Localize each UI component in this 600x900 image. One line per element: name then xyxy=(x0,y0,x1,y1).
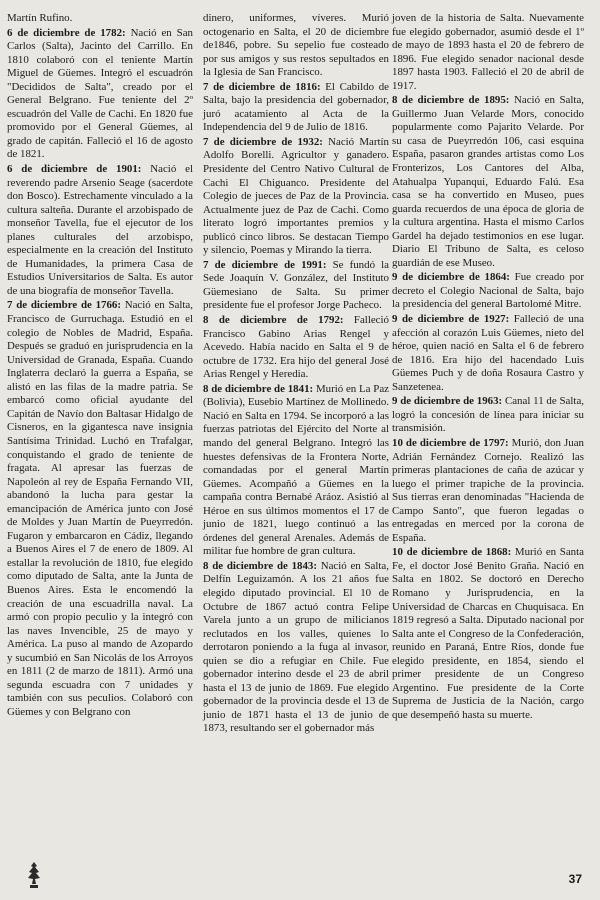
text-column-1 xyxy=(7,12,193,720)
page-number: 37 xyxy=(568,872,582,886)
entry: joven de la historia de Salta. Nuevamente fue elegido gobernador, asumió desde el 1º de mayo de 1893 hasta el 20 de febrero de 1896. Fue elegido senador nacional desde 1897 hasta 1903. Falleció el 20 de abril de 1917. xyxy=(392,12,584,92)
entry: 9 de diciembre de 1927: Falleció de una afección al corazón Luis Güemes, nieto del héroe, quien nació en Salta el 6 de febrero de 1816. Era hijo del hacendado Luis Güemes Puch y de doña Rosaura Castro y Sanzetenea. xyxy=(392,313,584,393)
emblem-icon xyxy=(22,860,46,890)
entry: 6 de diciembre de 1782: Nació en San Carlos (Salta), Jacinto del Carrillo. En 1810 colaboró con el teniente Martín Miguel de Güemes. Integró el escuadrón "Decididos de Salta", creado por el General Belgrano. Fue teniente del 2º escuadrón del Valle de Cachi. En 1820 fue promovido por el General Güemes, al grado de capitán. Falleció el 16 de agosto de 1821. xyxy=(7,26,193,161)
entry: 10 de diciembre de 1797: Murió, don Juan Adrián Fernández Cornejo. Realizó las primeras plantaciones de caña de azúcar y luego el primer trapiche de la provincia. Sus tierras eran denominadas "Hacienda de Campo Santo", que fueron legadas o entregadas en merced por la corona de España. xyxy=(392,436,584,544)
entry: Martín Rufino. xyxy=(7,12,73,24)
entry: 10 de diciembre de 1868: Murió en Santa Fe, el doctor José Benito Graña. Nació en Salta en 1802. Se doctoró en Derecho Romano y Jurisprudencia, en la Universidad de Charcas en Chuquisaca. En 1819 regresó a Salta. Diputado nacional por Salta ante el Congreso de la Confederación, reunido en Paraná, Entre Ríos, donde fue elegido presidente, en 1854, siendo el primer presidente de un Congreso Argentino. Fue presidente de la Corte Suprema de Justicia de la Nación, cargo que desempeñó hasta su muerte. xyxy=(392,546,584,721)
entry: 7 de diciembre de 1816: El Cabildo de Salta, bajo la presidencia del gobernador, juró acatamiento al Acta de la Independencia del 9 de Julio de 1816. xyxy=(203,80,389,134)
entry: 9 de diciembre de 1864: Fue creado por decreto el Colegio Nacional de Salta, bajo la presidencia del general Bartolomé Mitre. xyxy=(392,271,584,311)
entry: 8 de diciembre de 1792: Falleció Francisco Gabino Arias Rengel y Acevedo. Había nacido en Salta el 9 de octubre de 1732. Era hijo del general José Arias Rengel y Heredia. xyxy=(203,314,389,381)
text-column-3 xyxy=(392,12,584,723)
entry: dinero, uniformes, víveres. Murió octogenario en Salta, el 20 de diciembre de1846, pobre. Su sepelio fue costeado por sus amigos y sus restos sepultados en la Iglesia de San Francisco. xyxy=(203,12,389,79)
entry: 6 de diciembre de 1901: Nació el reverendo padre Arsenio Seage (sacerdote don Bosco). Estrechamente vinculado a la cultura salteña. Durante el arzobispado de monseñor Tavella, fue el ejecutor de los planes culturales del arzobispo, especialmente en la creación del Instituto de Humanidades, la primera Casa de Estudios Universitarios de Salta. Es autor de una biografía de monseñor Tavella. xyxy=(7,163,193,297)
entry: 8 de diciembre de 1843: Nació en Salta, Delfín Leguizamón. A los 21 años fue elegido diputado provincial. El 10 de Octubre de 1867 actuó contra Felipe Varela junto a un grupo de milicianos reclutados en los valles, quienes lo derrotaron poniendo a la fuga al invasor, quien se dio a refugiar en Chile. Fue gobernador interino desde el 23 de abril hasta el 13 de junio de 1869. Fue elegido gobernador de la provincia desde el 13 de junio de 1871 hasta el 13 de junio de 1873, resultando ser el gobernador más xyxy=(203,559,389,735)
entry: 7 de diciembre de 1991: Se fundó la Sede Joaquín V. González, del Instituto Güemesiano de Salta. Su primer presidente fue el profesor Jorge Pacheco. xyxy=(203,258,389,312)
entry: 7 de diciembre de 1766: Nació en Salta, Francisco de Gurruchaga. Estudió en el colegio de Nobles de Madrid, España. Después se graduó en jurisprudencia en la Universidad de Granada, España. Cuando Inglaterra declaró la guerra a España, se alistó en las filas de la madre patria. Se embarcó como oficial ayudante del Capitán de Navío don Baltasar Hidalgo de Cisneros, en la gigantesca nave insignia Santísima Trinidad. Luchó en Trafalgar, conquistando el grado de teniente de fragata. Al apresar las fuerzas de Napoleón al rey de España Fernando VII, abandonó la lucha para gestar la emancipación de América junto con José de Moldes y Juan Martín de Pueyrredón. Fugaron y embarcaron en Cádiz, llegando a Buenos Aires el 7 de enero de 1809. Al estallar la revolución de 1810, fue elegido como diputado de Salta, ante la Junta de Buenos Aires. Esta le encomendó la creación de una escuadrilla naval. La armó con propio peculio y la integró con las naves Invencible, 25 de mayo y América. La puso al mando de Azopardo y sucumbió en San Nicolás de los Arroyos en 1811 (2 de marzo de 1811). Armó una segunda escuadra con 7 unidades y también con sus peculios. Colaboró con Güemes y con Belgrano con xyxy=(7,299,193,718)
entry: 7 de diciembre de 1932: Nació Martín Adolfo Borelli. Agricultor y ganadero. Presidente del Centro Nativo Cultural de Cachi El Chiguanco. Presidente del Colegio de jueces de Paz de la Provincia. Actualmente juez de Paz de Cachi. Como literato logró importantes premios y publicó cinco libros. Se destacan Tiempo y silencio, Poemas y Mirando la tierra. xyxy=(203,135,389,257)
entry: 8 de diciembre de 1841: Murió en La Paz (Bolivia), Eusebio Martínez de Mollinedo. Nació en Salta en 1794. Se incorporó a las fuerzas patriotas del Ejército del Norte al mando del general Belgrano. Integró las huestes defensivas de la Frontera Norte, comandadas por el general Martín Güemes. Acompañó a Güemes en la campaña contra Bernabé Aráoz. Asistió al Héroe en sus últimos momentos el 17 de junio de 1821, luego continuó a las órdenes del general Arenales. Además de militar fue hombre de gran cultura. xyxy=(203,382,390,558)
entry: 8 de diciembre de 1895: Nació en Salta, Guillermo Juan Velarde Mors, conocido popularmente como Pajarito Velarde. Por su casa de Pueyrredón 106, casi esquina España, pasaron grandes artistas como Los Fronterizos, Los Cantores del Alba, Atahualpa Yupanqui, Eduardo Falú. Esa casa se ha convertido en Museo, pues guarda recuerdos de una época de gloria de la cultura argentina. Hasta el mismo Carlos Gardel ha dejado testimonios en ese lugar. Diario El Tribuno de Salta, es celoso guardián de ese Museo. xyxy=(392,94,585,269)
text-column-2 xyxy=(203,12,389,737)
entry: 9 de diciembre de 1963: Canal 11 de Salta, logró la concesión de línea para iniciar su transmisión. xyxy=(392,395,584,435)
